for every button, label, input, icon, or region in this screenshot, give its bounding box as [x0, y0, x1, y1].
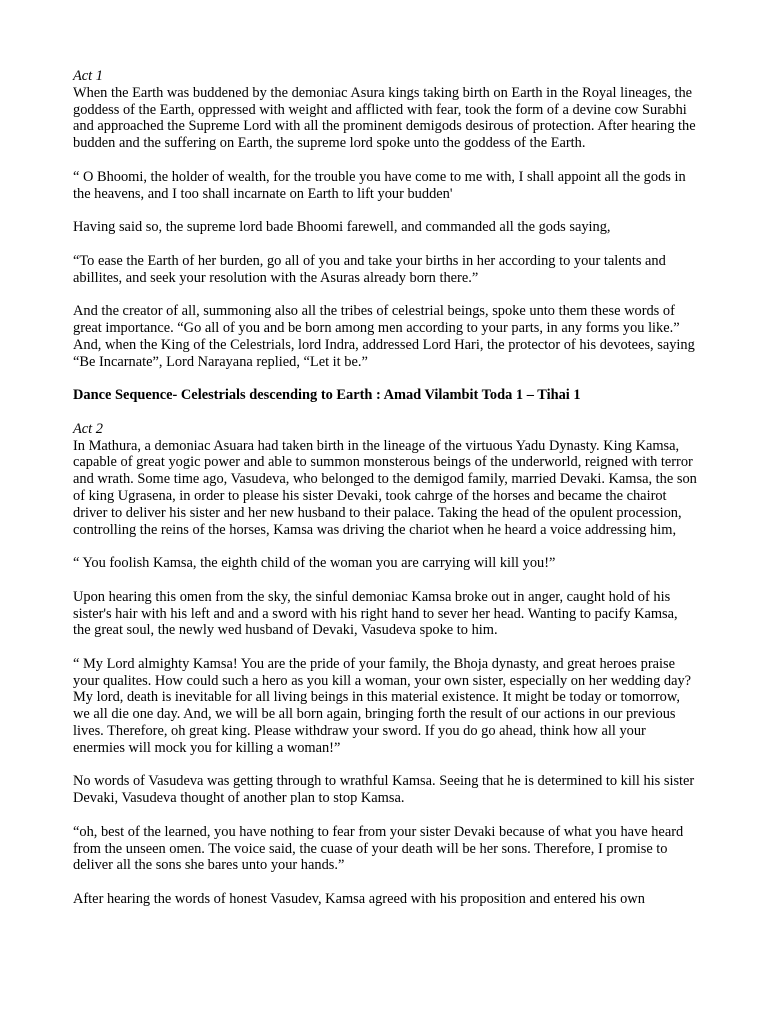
act-1-paragraph: When the Earth was buddened by the demoniac Asura kings taking birth on Earth in the Royal lineages, the goddess of the Earth, oppressed with weight and afflicted with fear, took the form of a devine cow Surabhi and approached the Supreme Lord with all the prominent demigods desirous of protection. After hearing the budden and the suffering on Earth, the supreme lord spoke unto the goddess of the Earth. — [73, 84, 696, 152]
act-2-paragraph: Upon hearing this omen from the sky, the sinful demoniac Kamsa broke out in anger, caught hold of his sister's hair with his left and and a sword with his right hand to sever her head. Wanting to pacify Kamsa, the great soul, the newly wed husband of Devaki, Vasudeva spoke to him. — [73, 588, 678, 639]
dance-sequence-heading: Dance Sequence- Celestrials descending to Earth : Amad Vilambit Toda 1 – Tihai 1 — [73, 387, 581, 404]
act-1-paragraph: Having said so, the supreme lord bade Bhoomi farewell, and commanded all the gods saying, — [73, 219, 611, 236]
act-2-paragraph: “ My Lord almighty Kamsa! You are the pride of your family, the Bhoja dynasty, and great heroes praise your qualites. How could such a hero as you kill a woman, your own sister, especially on her wedding day? My lord, death is inevitable for all living beings in this material existence. It might be today or tomorrow, we all die one day. And, we will be all born again, bringing forth the result of our actions in our previous lives. Therefore, oh great king. Please withdraw your sword. If you do go ahead, think how all your enermies will mock you for killing a woman!” — [73, 655, 692, 756]
act-2-paragraph: “ You foolish Kamsa, the eighth child of the woman you are carrying will kill you!” — [73, 555, 556, 572]
act-2-heading: Act 2 — [73, 420, 103, 437]
act-2-paragraph: No words of Vasudeva was getting through to wrathful Kamsa. Seeing that he is determined to kill his sister Devaki, Vasudeva thought of another plan to stop Kamsa. — [73, 773, 695, 807]
act-2-paragraph: After hearing the words of honest Vasudev, Kamsa agreed with his proposition and entered his own — [73, 891, 645, 908]
act-1-paragraph: “ O Bhoomi, the holder of wealth, for the trouble you have come to me with, I shall appoint all the gods in the heavens, and I too shall incarnate on Earth to lift your budden' — [73, 168, 686, 202]
act-2-paragraph: “oh, best of the learned, you have nothing to fear from your sister Devaki because of what you have heard from the unseen omen. The voice said, the cuase of your death will be her sons. Therefore, I promise to deliver all the sons she bares unto your hands.” — [73, 823, 684, 874]
act-1-paragraph: “To ease the Earth of her burden, go all of you and take your births in her according to your talents and abillites, and seek your resolution with the Asuras already born there.” — [73, 252, 666, 286]
act-1-heading: Act 1 — [73, 68, 103, 84]
act-2-paragraph: In Mathura, a demoniac Asuara had taken birth in the lineage of the virtuous Yadu Dynasty. King Kamsa, capable of great yogic power and able to summon monsterous beings of the underworld, reigned with terror and wrath. Some time ago, Vasudeva, who belonged to the demigod family, married Devaki. Kamsa, the son of king Ugrasena, in order to please his sister Devaki, took cahrge of the horses and became the chairot driver to deliver his sister and her new husband to their palace. Taking the head of the opulent procession, controlling the reins of the horses, Kamsa was driving the chariot when he heard a voice addressing him, — [73, 437, 697, 538]
act-1-paragraph: And the creator of all, summoning also all the tribes of celestrial beings, spoke unto them these words of great importance. “Go all of you and be born among men according to your parts, in any forms you like.” And, when the King of the Celestrials, lord Indra, addressed Lord Hari, the protector of his devotees, saying “Be Incarnate”, Lord Narayana replied, “Let it be.” — [73, 303, 695, 370]
